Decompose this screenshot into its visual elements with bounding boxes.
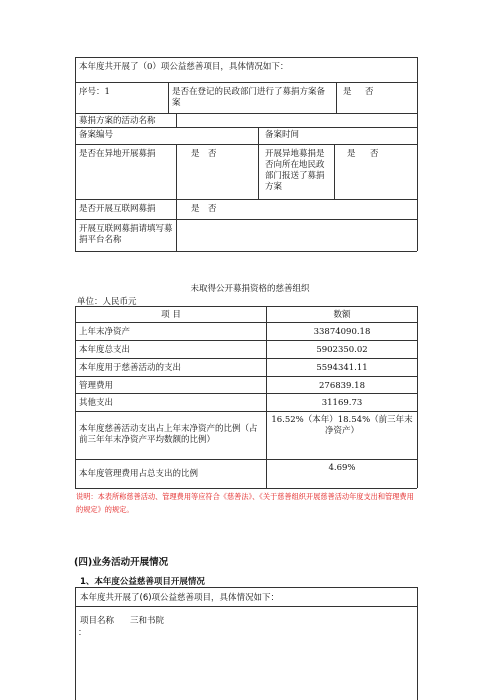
record-number-label: 备案编号 [79, 130, 114, 140]
row-item: 上年末净资产 [79, 327, 131, 337]
row-item: 本年度总支出 [79, 345, 131, 355]
internet-yes: 是 [191, 204, 200, 214]
ratio-value: 16.52%（本年）18.54%（前三年末净资产） [271, 415, 413, 436]
project-name-value: 三和书院 [130, 616, 165, 626]
activity-name-label: 募捐方案的活动名称 [79, 116, 156, 126]
sequence-label: 序号：1 [79, 87, 110, 97]
internet-no: 否 [208, 204, 217, 214]
management-ratio-value: 4.69% [328, 463, 356, 473]
remote-no: 否 [208, 149, 217, 159]
section-heading: (四)业务活动开展情况 [74, 557, 169, 568]
registered-yes: 是 [343, 87, 352, 97]
note-text: 说明：本表所称慈善活动、管理费用等应符合《慈善法》、《关于慈善组织开展慈善活动年度支出和管理费用的规定》的规定。 [76, 492, 414, 514]
management-ratio-item: 本年度管理费用占总支出的比例 [79, 469, 199, 479]
row-item: 管理费用 [79, 381, 114, 391]
section-subheading: 1、本年度公益慈善项目开展情况 [80, 577, 205, 587]
remote-report-label: 开展异地募捐是否向所在地民政部门报送了募捐方案 [265, 149, 325, 192]
ratio-item: 本年度慈善活动支出占上年末净资产的比例（占前三年年末净资产平均数额的比例） [79, 424, 258, 445]
record-time-label: 备案时间 [265, 130, 300, 140]
unit-label: 单位：人民币元 [77, 297, 137, 307]
row-amount: 5594341.11 [316, 363, 368, 373]
project-name-label: 项目名称 [80, 616, 115, 626]
table1-header: 本年度共开展了（0）项公益慈善项目，具体情况如下： [79, 62, 289, 72]
column-item: 项 目 [161, 310, 181, 320]
row-amount: 5902350.02 [316, 345, 368, 355]
registered-question: 是否在登记的民政部门进行了募捐方案备案 [172, 87, 326, 108]
row-item: 本年度用于慈善活动的支出 [79, 363, 182, 373]
row-amount: 33874090.18 [313, 327, 371, 337]
row-item: 其他支出 [79, 398, 114, 408]
remote-fundraising-label: 是否在异地开展募捐 [79, 149, 156, 159]
column-amount: 数额 [333, 310, 351, 320]
remote-report-yes: 是 [347, 149, 356, 159]
internet-fundraising-label: 是否开展互联网募捐 [79, 204, 156, 214]
box-header: 本年度共开展了(6)项公益慈善项目，具体情况如下： [80, 593, 280, 603]
table2-title: 未取得公开募捐资格的慈善组织 [190, 284, 310, 294]
remote-yes: 是 [191, 149, 200, 159]
remote-report-no: 否 [370, 149, 379, 159]
registered-no: 否 [365, 87, 374, 97]
row-amount: 276839.18 [319, 381, 365, 391]
colon-mark: ： [78, 628, 87, 638]
platform-name-label: 开展互联网募捐请填写募捐平台名称 [79, 224, 173, 245]
row-amount: 31169.73 [321, 398, 363, 408]
